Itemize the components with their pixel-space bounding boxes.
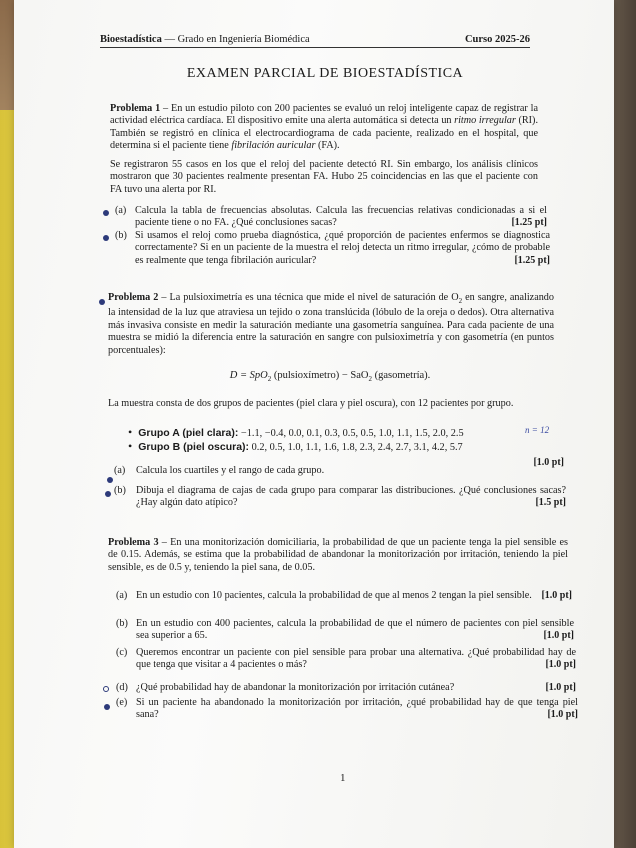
question-label: (e) bbox=[116, 697, 128, 708]
problem-2-text-a: – La pulsioximetría es una técnica que mide el nivel de saturación de O bbox=[158, 292, 459, 303]
problem-2-question-a bbox=[114, 457, 564, 477]
problem-1-term-ri: ritmo irregular bbox=[454, 115, 516, 127]
question-text: Calcula los cuartiles y el rango de cada grupo. bbox=[136, 465, 325, 476]
question-text: Queremos encontrar un paciente con piel sensible para probar una alternativa. ¿Qué probabilidad hay de que tenga que visitar a 4 pacientes o más? bbox=[136, 647, 576, 671]
pen-mark bbox=[103, 210, 109, 216]
subscript: 2 bbox=[368, 375, 372, 384]
question-text: Si usamos el reloj como prueba diagnóstica, ¿qué proporción de pacientes enfermos se diagnostica correctamente? Si en un paciente de la muestra el reloj detecta un ritmo irregular, ¿cómo de probable es realmente que tenga fibrilación auricular? bbox=[135, 230, 550, 266]
page-header bbox=[100, 34, 530, 48]
pen-mark bbox=[105, 491, 111, 497]
problem-3-text: – En una monitorización domiciliaria, la probabilidad de que un paciente tenga la piel sensible es de 0.15. Además, se estima que la probabilidad de abandonar la monitorización por irritación, teniendo la piel sensible, es de 0.5 y, teniendo la piel sana, de 0.05. bbox=[108, 537, 568, 573]
problem-1-intro bbox=[110, 103, 538, 153]
problem-1-text-b: (RI). También se registró en clínica el electrocardiograma de cada paciente, realizado en el hospital, que determina si el paciente tiene bbox=[110, 115, 538, 152]
question-points: [1.5 pt] bbox=[535, 497, 566, 509]
pen-mark bbox=[99, 299, 105, 305]
question-points: [1.25 pt] bbox=[511, 217, 547, 229]
question-label: (a) bbox=[114, 465, 126, 476]
problem-3-question-c bbox=[116, 647, 576, 672]
question-label: (a) bbox=[115, 205, 127, 216]
problem-2-intro bbox=[108, 292, 554, 357]
problem-1-paragraph-2: Se registraron 55 casos en los que el reloj del paciente detectó RI. Sin embargo, los análisis clínicos mostraron que 30 pacientes realmente presentan FA. Hubo 25 coincidencias en las que el paciente con FA tuvo una alerta por RI. bbox=[110, 159, 538, 195]
question-label: (d) bbox=[116, 682, 128, 693]
problem-3-question-a bbox=[116, 590, 572, 602]
equation-d bbox=[160, 370, 500, 383]
group-a-values: −1.1, −0.4, 0.0, 0.1, 0.3, 0.5, 0.5, 1.0, 1.1, 1.5, 2.0, 2.5 bbox=[238, 428, 464, 439]
pen-mark bbox=[103, 235, 109, 241]
question-points: [1.0 pt] bbox=[545, 659, 576, 671]
problem-2-paragraph-2: La muestra consta de dos grupos de pacientes (piel clara y piel oscura), con 12 pacientes por grupo. bbox=[108, 398, 514, 409]
pen-mark bbox=[103, 686, 109, 692]
question-label: (b) bbox=[114, 485, 126, 496]
pen-mark bbox=[107, 477, 113, 483]
question-text: En un estudio con 10 pacientes, calcula la probabilidad de que al menos 2 tengan la piel sensible. bbox=[136, 590, 532, 601]
problem-1-question-a bbox=[115, 205, 547, 230]
page-number: 1 bbox=[340, 772, 346, 784]
question-label: (b) bbox=[115, 230, 127, 241]
problem-3-question-b bbox=[116, 618, 574, 643]
equation-rhs: (gasometría). bbox=[371, 370, 431, 381]
problem-2-label: Problema 2 bbox=[108, 292, 159, 303]
question-points: [1.0 pt] bbox=[541, 590, 572, 601]
problem-1-term-fa: fibrilación auricular bbox=[231, 140, 316, 152]
subscript: 2 bbox=[458, 297, 463, 306]
problem-3-label: Problema 3 bbox=[108, 537, 159, 548]
problem-3-intro bbox=[108, 537, 568, 574]
group-b-values: 0.2, 0.5, 1.0, 1.1, 1.6, 1.8, 2.3, 2.4, 2.7, 3.1, 4.2, 5.7 bbox=[249, 442, 463, 453]
problem-2-question-b bbox=[114, 485, 566, 510]
question-text: Si un paciente ha abandonado la monitorización por irritación, ¿qué probabilidad hay de que tenga piel sana? bbox=[136, 697, 578, 721]
group-a-item bbox=[128, 426, 548, 440]
problem-2-text-b: en sangre, analizando la intensidad de la luz que atraviesa un tejido o zona translúcida (lóbulo de la oreja o dedos). Otra alternativa más invasiva consiste en medir la saturación mediante una gasometría sanguínea. Para cada paciente de una muestra se midió la diferencia entre la saturación en sangre con pulsioximetría y con gasometría (en puntos porcentuales): bbox=[108, 292, 554, 356]
question-points: [1.25 pt] bbox=[514, 254, 550, 266]
problem-3-question-d bbox=[116, 682, 576, 694]
subscript: 2 bbox=[267, 375, 272, 384]
question-text: Dibuja el diagrama de cajas de cada grupo para comparar las distribuciones. ¿Qué conclusiones sacas? ¿Hay algún dato atípico? bbox=[136, 485, 566, 509]
problem-1-text-a: – En un estudio piloto con 200 pacientes se evaluó un reloj inteligente capaz de registrar la actividad eléctrica cardíaca. El dispositivo emite una alerta automática si detecta un bbox=[110, 103, 538, 127]
question-text: ¿Qué probabilidad hay de abandonar la monitorización por irritación cutánea? bbox=[136, 682, 455, 693]
question-text: En un estudio con 400 pacientes, calcula la probabilidad de que el número de pacientes con piel sensible sea superior a 65. bbox=[136, 618, 574, 642]
problem-1-label: Problema 1 bbox=[110, 103, 161, 114]
question-points: [1.0 pt] bbox=[545, 682, 576, 693]
course-year: Curso 2025-26 bbox=[464, 34, 530, 45]
equation-lhs: D = SpO bbox=[229, 370, 268, 381]
problem-1-text-c: (FA). bbox=[315, 140, 340, 152]
question-points: [1.0 pt] bbox=[533, 457, 564, 468]
problem-1-question-b bbox=[115, 230, 550, 267]
problem-3-question-e bbox=[116, 697, 578, 722]
question-points: [1.0 pt] bbox=[547, 709, 578, 721]
question-label: (a) bbox=[116, 590, 128, 601]
group-b-label: Grupo B (piel oscura): bbox=[138, 441, 250, 453]
question-text: Calcula la tabla de frecuencias absolutas. Calcula las frecuencias relativas condicionadas a si el paciente tiene o no FA. ¿Qué conclusiones sacas? bbox=[135, 205, 547, 229]
equation-mid: (pulsioxímetro) − SaO bbox=[271, 370, 369, 381]
question-points: [1.0 pt] bbox=[543, 630, 574, 642]
question-label: (c) bbox=[116, 647, 128, 658]
group-a-label: Grupo A (piel clara): bbox=[138, 427, 239, 439]
group-b-item bbox=[128, 440, 548, 454]
pen-mark bbox=[104, 704, 110, 710]
exam-title: EXAMEN PARCIAL DE BIOESTADÍSTICA bbox=[186, 66, 464, 81]
group-list bbox=[128, 426, 548, 454]
question-label: (b) bbox=[116, 618, 128, 629]
handwritten-note: n = 12 bbox=[525, 425, 550, 435]
course-name: Bioestadística bbox=[100, 34, 162, 45]
degree-name: — Grado en Ingeniería Biomédica bbox=[164, 34, 310, 45]
